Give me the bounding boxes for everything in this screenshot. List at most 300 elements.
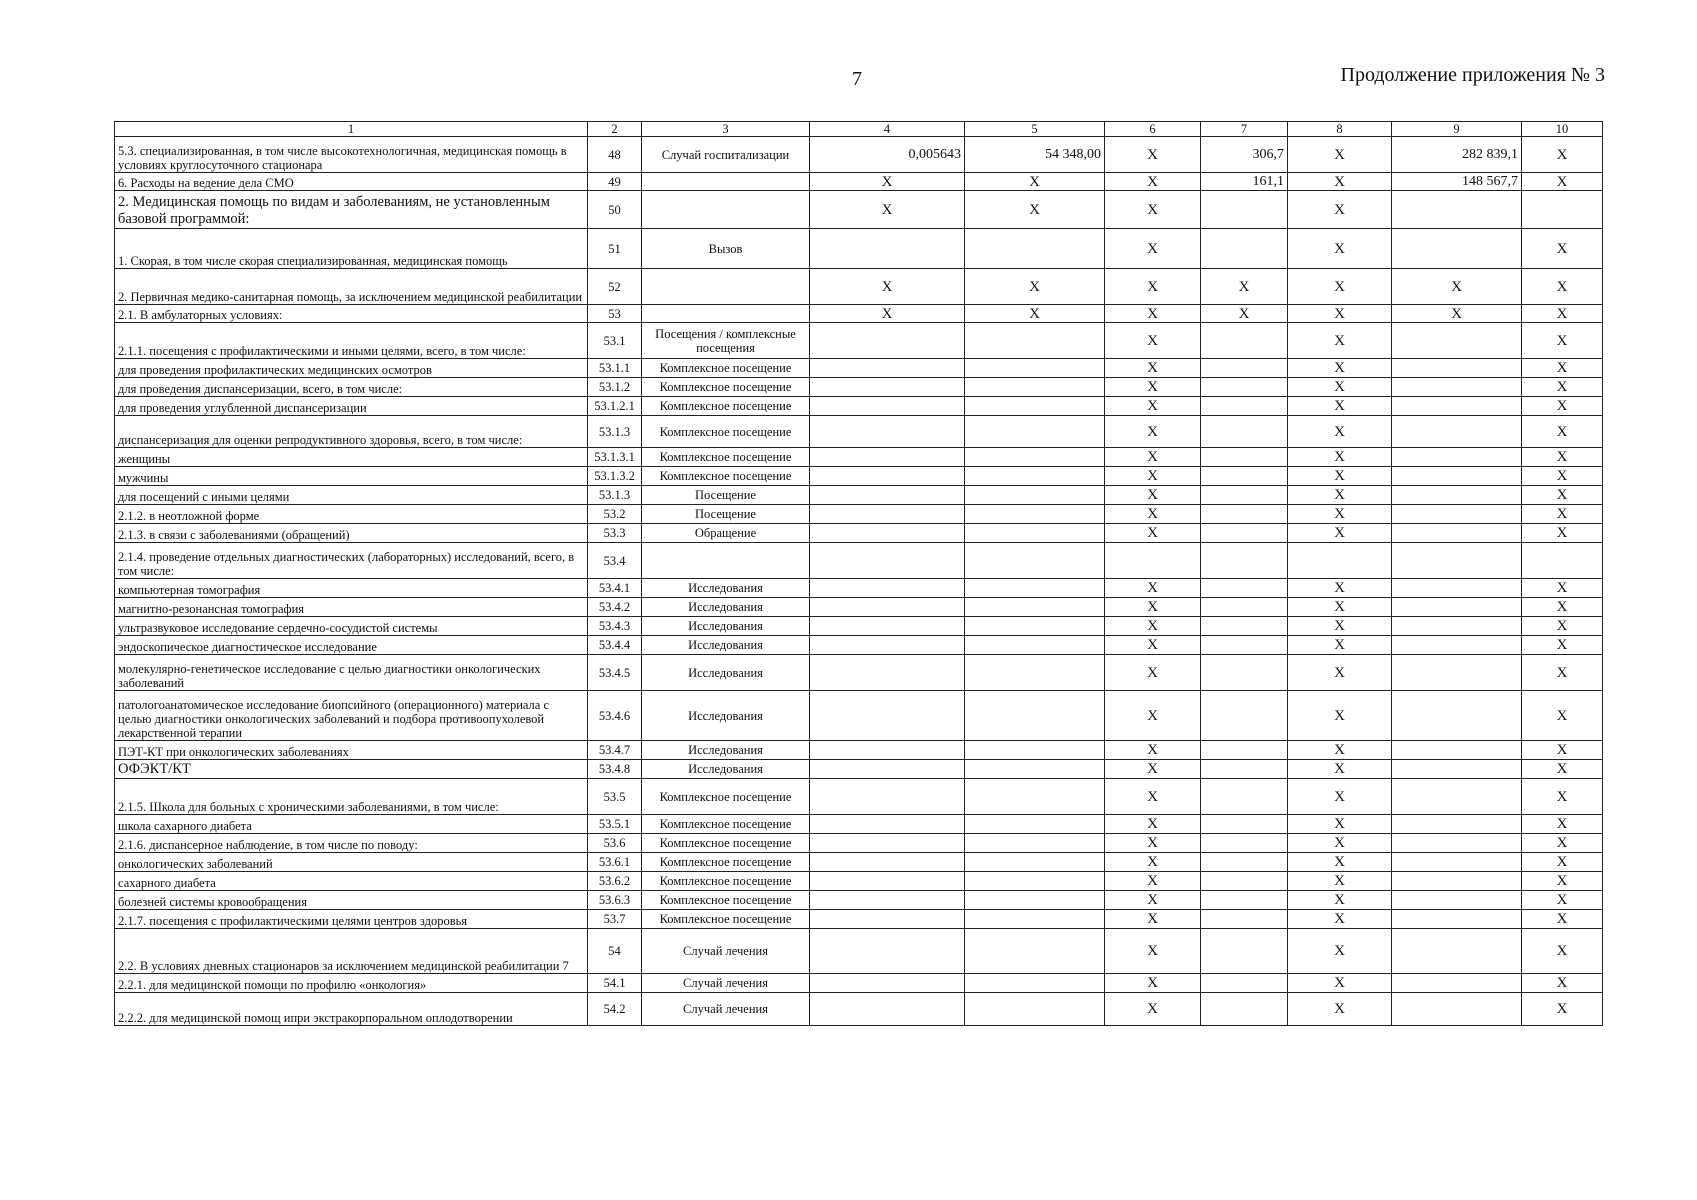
value-cell [810,815,965,834]
value-cell: X [1105,891,1201,910]
value-cell [1392,834,1522,853]
value-cell [1522,191,1603,229]
value-cell [1392,543,1522,579]
value-cell: X [1288,741,1392,760]
table-row [115,579,1603,598]
value-cell: X [1522,397,1603,416]
table-row [115,505,1603,524]
page-number: 7 [852,68,862,90]
table-row [115,448,1603,467]
row-label: ультразвуковое исследование сердечно-сосудистой системы [115,617,588,636]
value-cell [965,467,1105,486]
table-row [115,872,1603,891]
row-label: 2.1.6. диспансерное наблюдение, в том числе по поводу: [115,834,588,853]
unit-cell: Комплексное посещение [642,359,810,378]
value-cell: X [1288,416,1392,448]
row-label: школа сахарного диабета [115,815,588,834]
row-label: 2.1.7. посещения с профилактическими целями центров здоровья [115,910,588,929]
column-number-2: 2 [588,122,642,137]
value-cell [810,598,965,617]
value-cell [1201,323,1288,359]
row-code: 53.6.3 [588,891,642,910]
value-cell [1201,655,1288,691]
value-cell [965,974,1105,993]
row-code: 53.1.3.1 [588,448,642,467]
column-number-8: 8 [1288,122,1392,137]
value-cell [810,378,965,397]
value-cell: X [1105,137,1201,173]
value-cell: X [1522,229,1603,269]
row-label: онкологических заболеваний [115,853,588,872]
value-cell [1392,815,1522,834]
row-label: 2.1. В амбулаторных условиях: [115,305,588,323]
value-cell: X [1288,691,1392,741]
unit-cell: Случай лечения [642,993,810,1026]
row-code: 53.4.7 [588,741,642,760]
value-cell [1392,229,1522,269]
value-cell: X [1288,229,1392,269]
row-label: диспансеризация для оценки репродуктивного здоровья, всего, в том числе: [115,416,588,448]
unit-cell: Случай лечения [642,974,810,993]
unit-cell: Посещение [642,505,810,524]
value-cell: 306,7 [1201,137,1288,173]
value-cell [965,636,1105,655]
value-cell [810,416,965,448]
value-cell: X [1105,448,1201,467]
row-label: для посещений с иными целями [115,486,588,505]
value-cell [810,929,965,974]
table-row [115,229,1603,269]
value-cell: X [1522,872,1603,891]
value-cell: X [1288,173,1392,191]
value-cell [810,505,965,524]
row-label: патологоанатомическое исследование биопсийного (операционного) материала с целью диагностики онкологических заболеваний и подбора противоопухолевой лекарственной терапии [115,691,588,741]
row-code: 54.2 [588,993,642,1026]
value-cell: X [1288,524,1392,543]
value-cell: X [1522,815,1603,834]
value-cell [1392,524,1522,543]
unit-cell: Вызов [642,229,810,269]
value-cell [1201,834,1288,853]
table-header-row [115,122,1603,137]
value-cell [810,655,965,691]
value-cell [1201,636,1288,655]
value-cell: X [1522,137,1603,173]
row-code: 53.6.2 [588,872,642,891]
unit-cell: Комплексное посещение [642,779,810,815]
unit-cell [642,305,810,323]
value-cell: X [1288,486,1392,505]
unit-cell: Случай лечения [642,929,810,974]
row-code: 53.4.4 [588,636,642,655]
value-cell: X [1105,815,1201,834]
value-cell [965,853,1105,872]
value-cell: X [1288,191,1392,229]
unit-cell: Комплексное посещение [642,815,810,834]
row-code: 50 [588,191,642,229]
row-code: 53.4 [588,543,642,579]
value-cell [1392,191,1522,229]
value-cell [1392,636,1522,655]
value-cell [965,779,1105,815]
value-cell [965,691,1105,741]
value-cell [810,891,965,910]
unit-cell [642,269,810,305]
row-code: 53.5 [588,779,642,815]
value-cell: X [1522,359,1603,378]
row-code: 52 [588,269,642,305]
value-cell: X [1288,636,1392,655]
value-cell: X [1288,323,1392,359]
value-cell [1392,617,1522,636]
value-cell: X [1105,305,1201,323]
row-code: 53.2 [588,505,642,524]
row-code: 53.4.2 [588,598,642,617]
value-cell: X [1288,974,1392,993]
row-label: для проведения диспансеризации, всего, в том числе: [115,378,588,397]
row-label: компьютерная томография [115,579,588,598]
value-cell [1392,974,1522,993]
value-cell [810,617,965,636]
table-row [115,779,1603,815]
value-cell [965,579,1105,598]
value-cell [965,448,1105,467]
value-cell: X [1522,834,1603,853]
value-cell [1201,691,1288,741]
table-row [115,910,1603,929]
value-cell: X [1288,929,1392,974]
value-cell [1392,378,1522,397]
value-cell [1392,853,1522,872]
table-row [115,524,1603,543]
value-cell: X [1522,505,1603,524]
value-cell: X [1288,993,1392,1026]
unit-cell: Исследования [642,636,810,655]
value-cell: X [1522,741,1603,760]
table-row [115,359,1603,378]
unit-cell: Исследования [642,760,810,779]
value-cell: X [1522,378,1603,397]
value-cell: X [1392,305,1522,323]
value-cell: X [1105,191,1201,229]
row-label: магнитно-резонансная томография [115,598,588,617]
unit-cell: Комплексное посещение [642,416,810,448]
value-cell [810,993,965,1026]
column-number-6: 6 [1105,122,1201,137]
value-cell: X [1105,655,1201,691]
value-cell [965,834,1105,853]
value-cell: X [810,305,965,323]
table-row [115,378,1603,397]
value-cell: X [1105,229,1201,269]
value-cell [1392,929,1522,974]
value-cell [1201,416,1288,448]
unit-cell: Комплексное посещение [642,872,810,891]
value-cell [965,929,1105,974]
table-row [115,416,1603,448]
value-cell [1201,974,1288,993]
value-cell [810,524,965,543]
unit-cell: Исследования [642,691,810,741]
value-cell: X [1105,486,1201,505]
row-label: сахарного диабета [115,872,588,891]
value-cell: X [1522,173,1603,191]
value-cell: X [1288,872,1392,891]
column-number-3: 3 [642,122,810,137]
value-cell: X [1105,524,1201,543]
row-code: 53.5.1 [588,815,642,834]
table-row [115,974,1603,993]
value-cell: X [1105,598,1201,617]
value-cell: X [965,269,1105,305]
value-cell [810,229,965,269]
value-cell [1392,691,1522,741]
row-label: 2.2.1. для медицинской помощи по профилю «онкология» [115,974,588,993]
value-cell: X [1288,467,1392,486]
value-cell [965,993,1105,1026]
value-cell [810,834,965,853]
value-cell: X [1522,305,1603,323]
value-cell [965,229,1105,269]
table-row [115,137,1603,173]
value-cell: X [1105,993,1201,1026]
value-cell [1201,853,1288,872]
value-cell: X [1288,655,1392,691]
value-cell: X [1288,269,1392,305]
row-code: 53.1 [588,323,642,359]
value-cell [1201,486,1288,505]
value-cell: X [1522,779,1603,815]
row-code: 53.4.1 [588,579,642,598]
value-cell: X [1288,579,1392,598]
table-row [115,397,1603,416]
unit-cell [642,543,810,579]
value-cell: X [1105,505,1201,524]
value-cell: X [810,173,965,191]
value-cell [965,416,1105,448]
value-cell: X [1522,579,1603,598]
row-code: 49 [588,173,642,191]
column-number-4: 4 [810,122,965,137]
value-cell: X [1522,416,1603,448]
row-label: 2. Первичная медико-санитарная помощь, за исключением медицинской реабилитации [115,269,588,305]
value-cell: X [1522,655,1603,691]
value-cell: X [1288,359,1392,378]
value-cell: X [1522,929,1603,974]
value-cell [965,543,1105,579]
value-cell: X [1105,467,1201,486]
value-cell [965,397,1105,416]
value-cell: X [1522,524,1603,543]
row-label: ОФЭКТ/КТ [115,760,588,779]
value-cell: X [1105,853,1201,872]
value-cell: X [1522,891,1603,910]
row-code: 53.4.6 [588,691,642,741]
value-cell: X [1105,636,1201,655]
value-cell [810,543,965,579]
value-cell [965,617,1105,636]
value-cell [1392,486,1522,505]
value-cell [810,691,965,741]
value-cell: X [1288,397,1392,416]
value-cell [1201,598,1288,617]
value-cell [810,467,965,486]
value-cell: X [1105,929,1201,974]
value-cell [1392,741,1522,760]
value-cell: X [1288,305,1392,323]
value-cell [965,378,1105,397]
unit-cell: Исследования [642,655,810,691]
value-cell: X [1105,359,1201,378]
value-cell: X [1288,760,1392,779]
value-cell [965,815,1105,834]
value-cell [1392,323,1522,359]
value-cell [1201,467,1288,486]
table-row [115,741,1603,760]
value-cell [1201,617,1288,636]
row-label: ПЭТ-КТ при онкологических заболеваниях [115,741,588,760]
column-number-10: 10 [1522,122,1603,137]
row-label: 5.3. специализированная, в том числе высокотехнологичная, медицинская помощь в условиях круглосуточного стационара [115,137,588,173]
row-code: 53.4.8 [588,760,642,779]
value-cell [1201,872,1288,891]
row-label: 2.2.2. для медицинской помощ ипри экстракорпоральном оплодотворении [115,993,588,1026]
value-cell: X [1288,891,1392,910]
row-label: молекулярно-генетическое исследование с целью диагностики онкологических заболеваний [115,655,588,691]
value-cell [1201,815,1288,834]
value-cell [1392,910,1522,929]
row-label: болезней системы кровообращения [115,891,588,910]
row-code: 53 [588,305,642,323]
value-cell [810,779,965,815]
value-cell [1392,993,1522,1026]
value-cell: X [1392,269,1522,305]
value-cell: X [1201,269,1288,305]
value-cell [1392,397,1522,416]
row-code: 51 [588,229,642,269]
value-cell [1201,359,1288,378]
value-cell: 161,1 [1201,173,1288,191]
unit-cell: Комплексное посещение [642,853,810,872]
row-code: 53.4.3 [588,617,642,636]
value-cell [1392,416,1522,448]
row-code: 53.1.3 [588,486,642,505]
data-table [114,121,1603,1026]
table-row [115,815,1603,834]
value-cell [1392,598,1522,617]
table-row [115,617,1603,636]
value-cell [965,872,1105,891]
value-cell: X [1522,617,1603,636]
value-cell [965,741,1105,760]
row-code: 53.6 [588,834,642,853]
value-cell: X [1105,974,1201,993]
row-label: для проведения углубленной диспансеризации [115,397,588,416]
table-row [115,598,1603,617]
value-cell [810,974,965,993]
value-cell [810,910,965,929]
value-cell: X [1105,397,1201,416]
unit-cell: Исследования [642,579,810,598]
value-cell: X [1288,617,1392,636]
value-cell: X [1522,323,1603,359]
value-cell [810,636,965,655]
table-row [115,467,1603,486]
value-cell: X [1105,872,1201,891]
row-label: 2.1.1. посещения с профилактическими и иными целями, всего, в том числе: [115,323,588,359]
value-cell: X [1105,691,1201,741]
row-label: мужчины [115,467,588,486]
row-label: 2.2. В условиях дневных стационаров за исключением медицинской реабилитации 7 [115,929,588,974]
value-cell [1201,378,1288,397]
value-cell [965,760,1105,779]
table-row [115,191,1603,229]
row-code: 53.7 [588,910,642,929]
row-label: 2.1.2. в неотложной форме [115,505,588,524]
value-cell: X [1522,760,1603,779]
value-cell [810,741,965,760]
row-label: эндоскопическое диагностическое исследование [115,636,588,655]
unit-cell: Комплексное посещение [642,891,810,910]
row-code: 54.1 [588,974,642,993]
value-cell: X [1288,853,1392,872]
table-row [115,655,1603,691]
row-code: 53.4.5 [588,655,642,691]
value-cell: X [1522,598,1603,617]
value-cell [1201,397,1288,416]
unit-cell: Исследования [642,741,810,760]
value-cell: X [1288,505,1392,524]
table-row [115,173,1603,191]
value-cell [1392,872,1522,891]
value-cell: X [1105,269,1201,305]
value-cell: X [1522,486,1603,505]
unit-cell: Посещение [642,486,810,505]
value-cell: X [1288,910,1392,929]
row-code: 53.6.1 [588,853,642,872]
row-code: 54 [588,929,642,974]
value-cell [810,448,965,467]
table-row [115,305,1603,323]
value-cell [1392,779,1522,815]
row-code: 53.1.3 [588,416,642,448]
value-cell [1392,891,1522,910]
value-cell [1288,543,1392,579]
value-cell: 0,005643 [810,137,965,173]
value-cell [1392,579,1522,598]
value-cell [1522,543,1603,579]
value-cell [810,486,965,505]
value-cell: X [1201,305,1288,323]
unit-cell: Случай госпитализации [642,137,810,173]
value-cell [1201,760,1288,779]
value-cell [810,579,965,598]
unit-cell: Комплексное посещение [642,834,810,853]
value-cell [810,397,965,416]
value-cell: X [1522,448,1603,467]
value-cell: X [810,191,965,229]
table-row [115,834,1603,853]
value-cell [965,524,1105,543]
value-cell [965,655,1105,691]
value-cell: X [1288,137,1392,173]
value-cell [810,872,965,891]
table-row [115,691,1603,741]
value-cell: X [810,269,965,305]
unit-cell [642,191,810,229]
value-cell [1201,229,1288,269]
value-cell: X [1288,378,1392,397]
